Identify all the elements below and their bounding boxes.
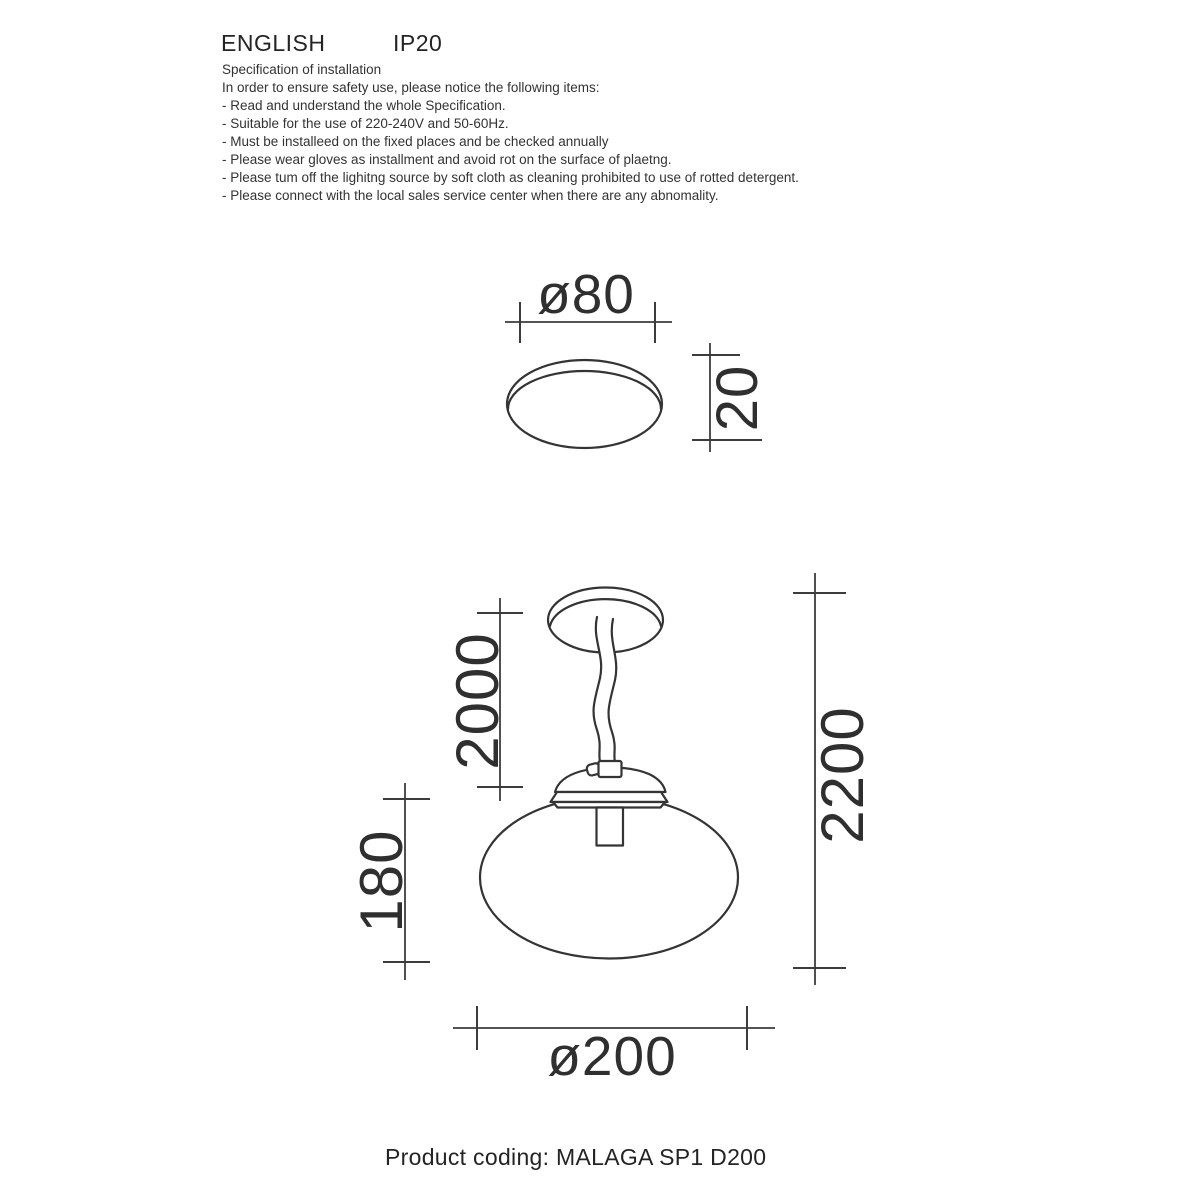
spec-item: - Read and understand the whole Specification. <box>222 98 506 113</box>
ip-rating-label: IP20 <box>393 30 443 56</box>
dim-label-cord-length: 2000 <box>444 632 511 770</box>
pendant-drawing <box>348 573 876 1087</box>
dim-label-canopy-diameter: ø80 <box>537 263 635 325</box>
spec-title: Specification of installation <box>222 62 382 77</box>
spec-item: - Please wear gloves as installment and avoid rot on the surface of plaetng. <box>222 152 672 167</box>
canopy-disc-outline <box>507 360 662 448</box>
spec-item: - Please connect with the local sales service center when there are any abnomality. <box>222 188 719 203</box>
product-coding: Product coding: MALAGA SP1 D200 <box>385 1144 767 1170</box>
holder-flange-upper <box>551 792 668 802</box>
canopy-drawing <box>505 263 770 452</box>
dim-label-shade-height: 180 <box>348 829 415 933</box>
canopy-disc-rim <box>508 371 661 409</box>
spec-item: - Must be installeed on the fixed places and be checked annually <box>222 134 609 149</box>
spec-intro: In order to ensure safety use, please notice the following items: <box>222 80 600 95</box>
language-label: ENGLISH <box>221 30 326 56</box>
dim-label-shade-diameter: ø200 <box>547 1025 677 1087</box>
lamp-socket <box>597 808 624 846</box>
spec-item: - Please tum off the lighitng source by soft cloth as cleaning prohibited to use of rotted detergent. <box>222 170 799 185</box>
spec-item: - Suitable for the use of 220-240V and 50-60Hz. <box>222 116 509 131</box>
dim-label-total-height: 2200 <box>809 706 876 844</box>
dim-label-canopy-height: 20 <box>705 364 770 432</box>
cord-grip <box>599 761 622 777</box>
